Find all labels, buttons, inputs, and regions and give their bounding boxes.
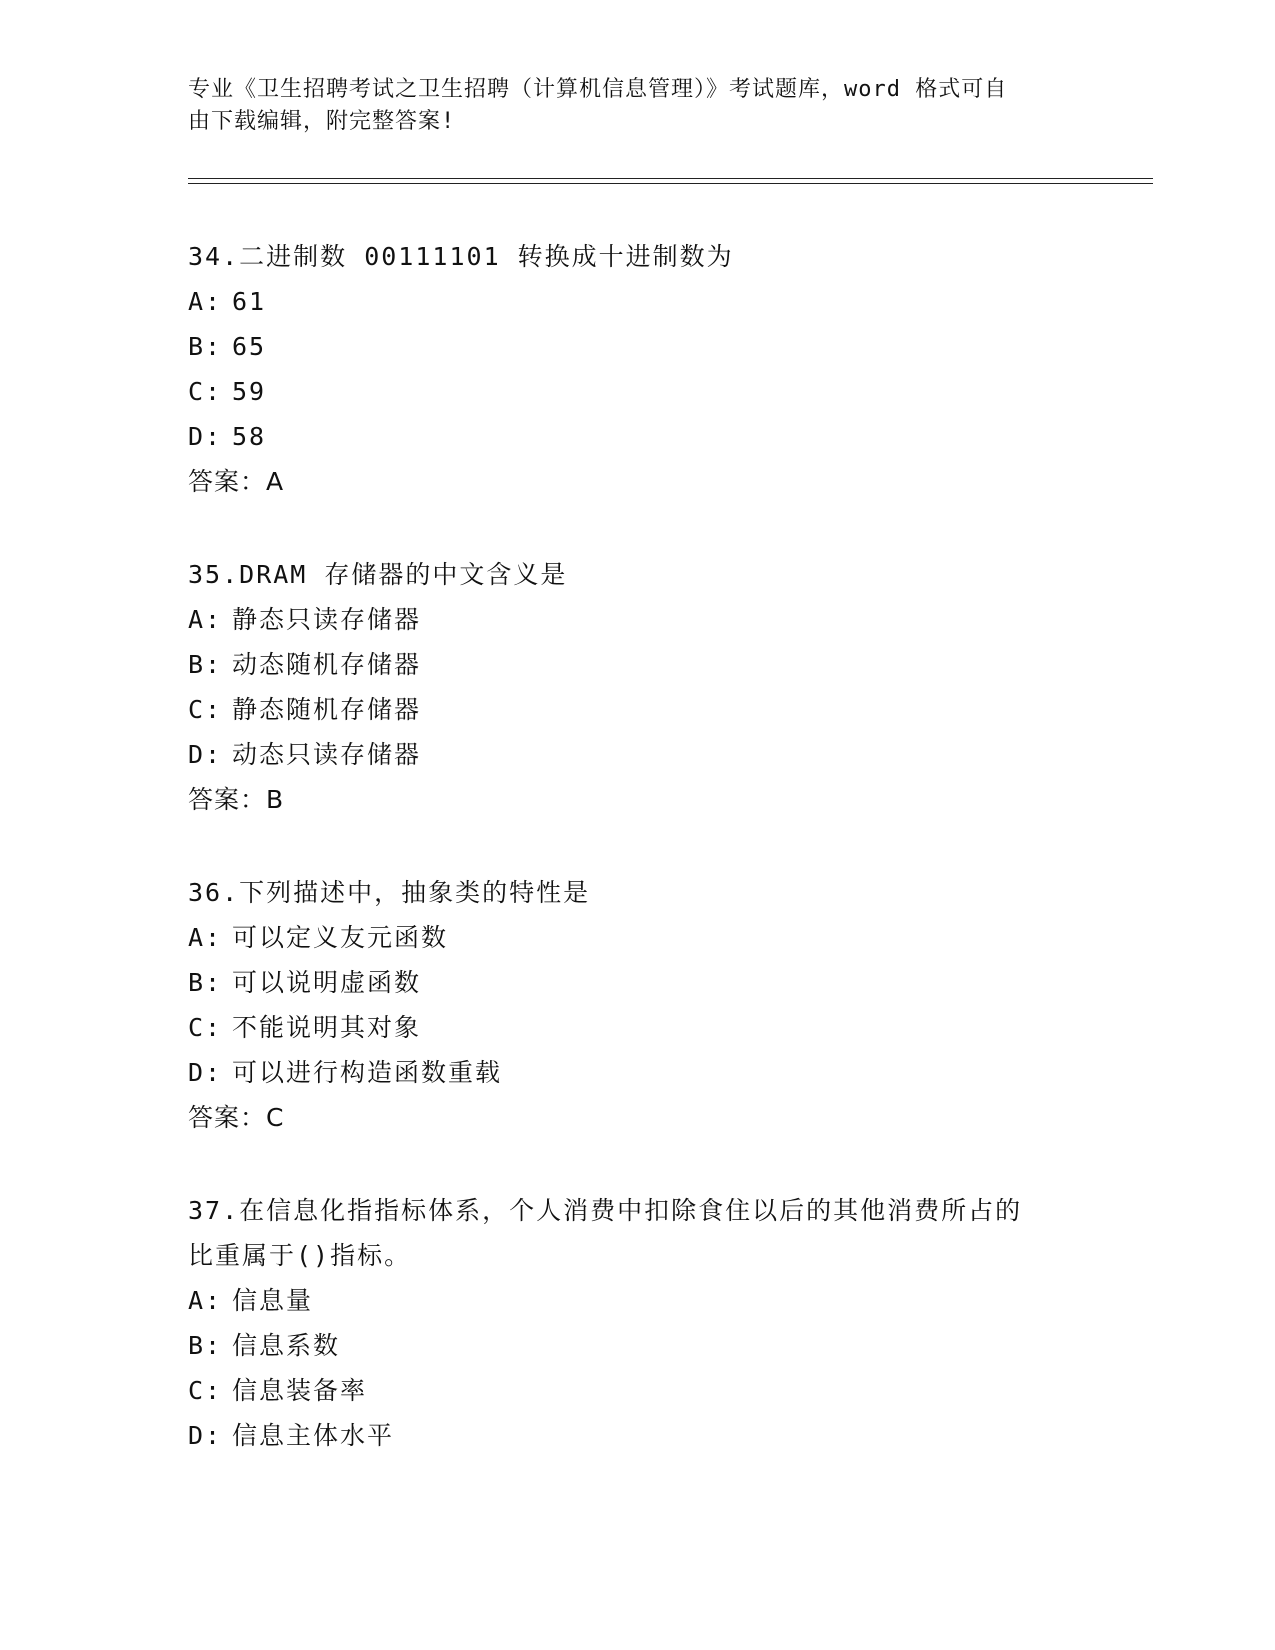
option-label: C: [188,1013,223,1042]
option-text: 动态随机存储器 [232,650,422,679]
header-line-1: 专业《卫生招聘考试之卫生招聘（计算机信息管理）》考试题库，word 格式可自 [188,77,1008,102]
option-d [188,1413,1088,1458]
option-label: A: [188,923,223,952]
header-divider-top [188,178,1153,179]
option-label: C: [188,377,223,406]
option-a [188,915,1088,960]
option-d [188,732,1088,777]
option-a [188,279,1088,324]
answer-line: 答案：C [188,1103,285,1132]
option-b [188,960,1088,1005]
option-label: C: [188,695,223,724]
option-label: A: [188,1286,223,1315]
header-line-2: 由下载编辑，附完整答案! [188,109,456,134]
option-text: 静态只读存储器 [232,605,422,634]
option-c [188,1005,1088,1050]
option-label: D: [188,1058,223,1087]
document-header [188,74,1068,138]
option-d [188,1050,1088,1095]
question-34 [188,234,1088,504]
option-text: 可以进行构造函数重载 [232,1058,503,1087]
question-title: 34.二进制数 00111101 转换成十进制数为 [188,242,734,271]
option-text: 65 [232,332,267,361]
option-label: D: [188,740,223,769]
answer-line: 答案：B [188,785,285,814]
option-label: B: [188,332,223,361]
option-b [188,642,1088,687]
question-title: 36.下列描述中，抽象类的特性是 [188,878,591,907]
option-text: 61 [232,287,267,316]
question-title-line-1: 37.在信息化指指标体系，个人消费中扣除食住以后的其他消费所占的 [188,1196,1023,1225]
option-d [188,414,1088,459]
option-b [188,324,1088,369]
question-title-line-2: 比重属于()指标。 [188,1241,412,1270]
option-text: 信息系数 [232,1331,341,1360]
option-label: D: [188,1421,223,1450]
option-text: 59 [232,377,267,406]
option-label: B: [188,968,223,997]
option-c [188,369,1088,414]
option-b [188,1323,1088,1368]
option-text: 信息装备率 [232,1376,368,1405]
question-title: 35.DRAM 存储器的中文含义是 [188,560,568,589]
option-text: 动态只读存储器 [232,740,422,769]
question-35 [188,552,1088,822]
option-text: 信息主体水平 [232,1421,395,1450]
option-text: 不能说明其对象 [232,1013,422,1042]
question-36 [188,870,1088,1140]
option-label: D: [188,422,223,451]
option-a [188,597,1088,642]
option-label: B: [188,650,223,679]
answer-line: 答案：A [188,467,285,496]
option-label: A: [188,287,223,316]
option-text: 可以定义友元函数 [232,923,449,952]
option-text: 信息量 [232,1286,314,1315]
option-c [188,1368,1088,1413]
question-37 [188,1188,1088,1458]
option-label: B: [188,1331,223,1360]
option-c [188,687,1088,732]
header-divider-bottom [188,183,1153,184]
option-label: A: [188,605,223,634]
option-text: 静态随机存储器 [232,695,422,724]
option-label: C: [188,1376,223,1405]
option-text: 可以说明虚函数 [232,968,422,997]
option-text: 58 [232,422,267,451]
option-a [188,1278,1088,1323]
